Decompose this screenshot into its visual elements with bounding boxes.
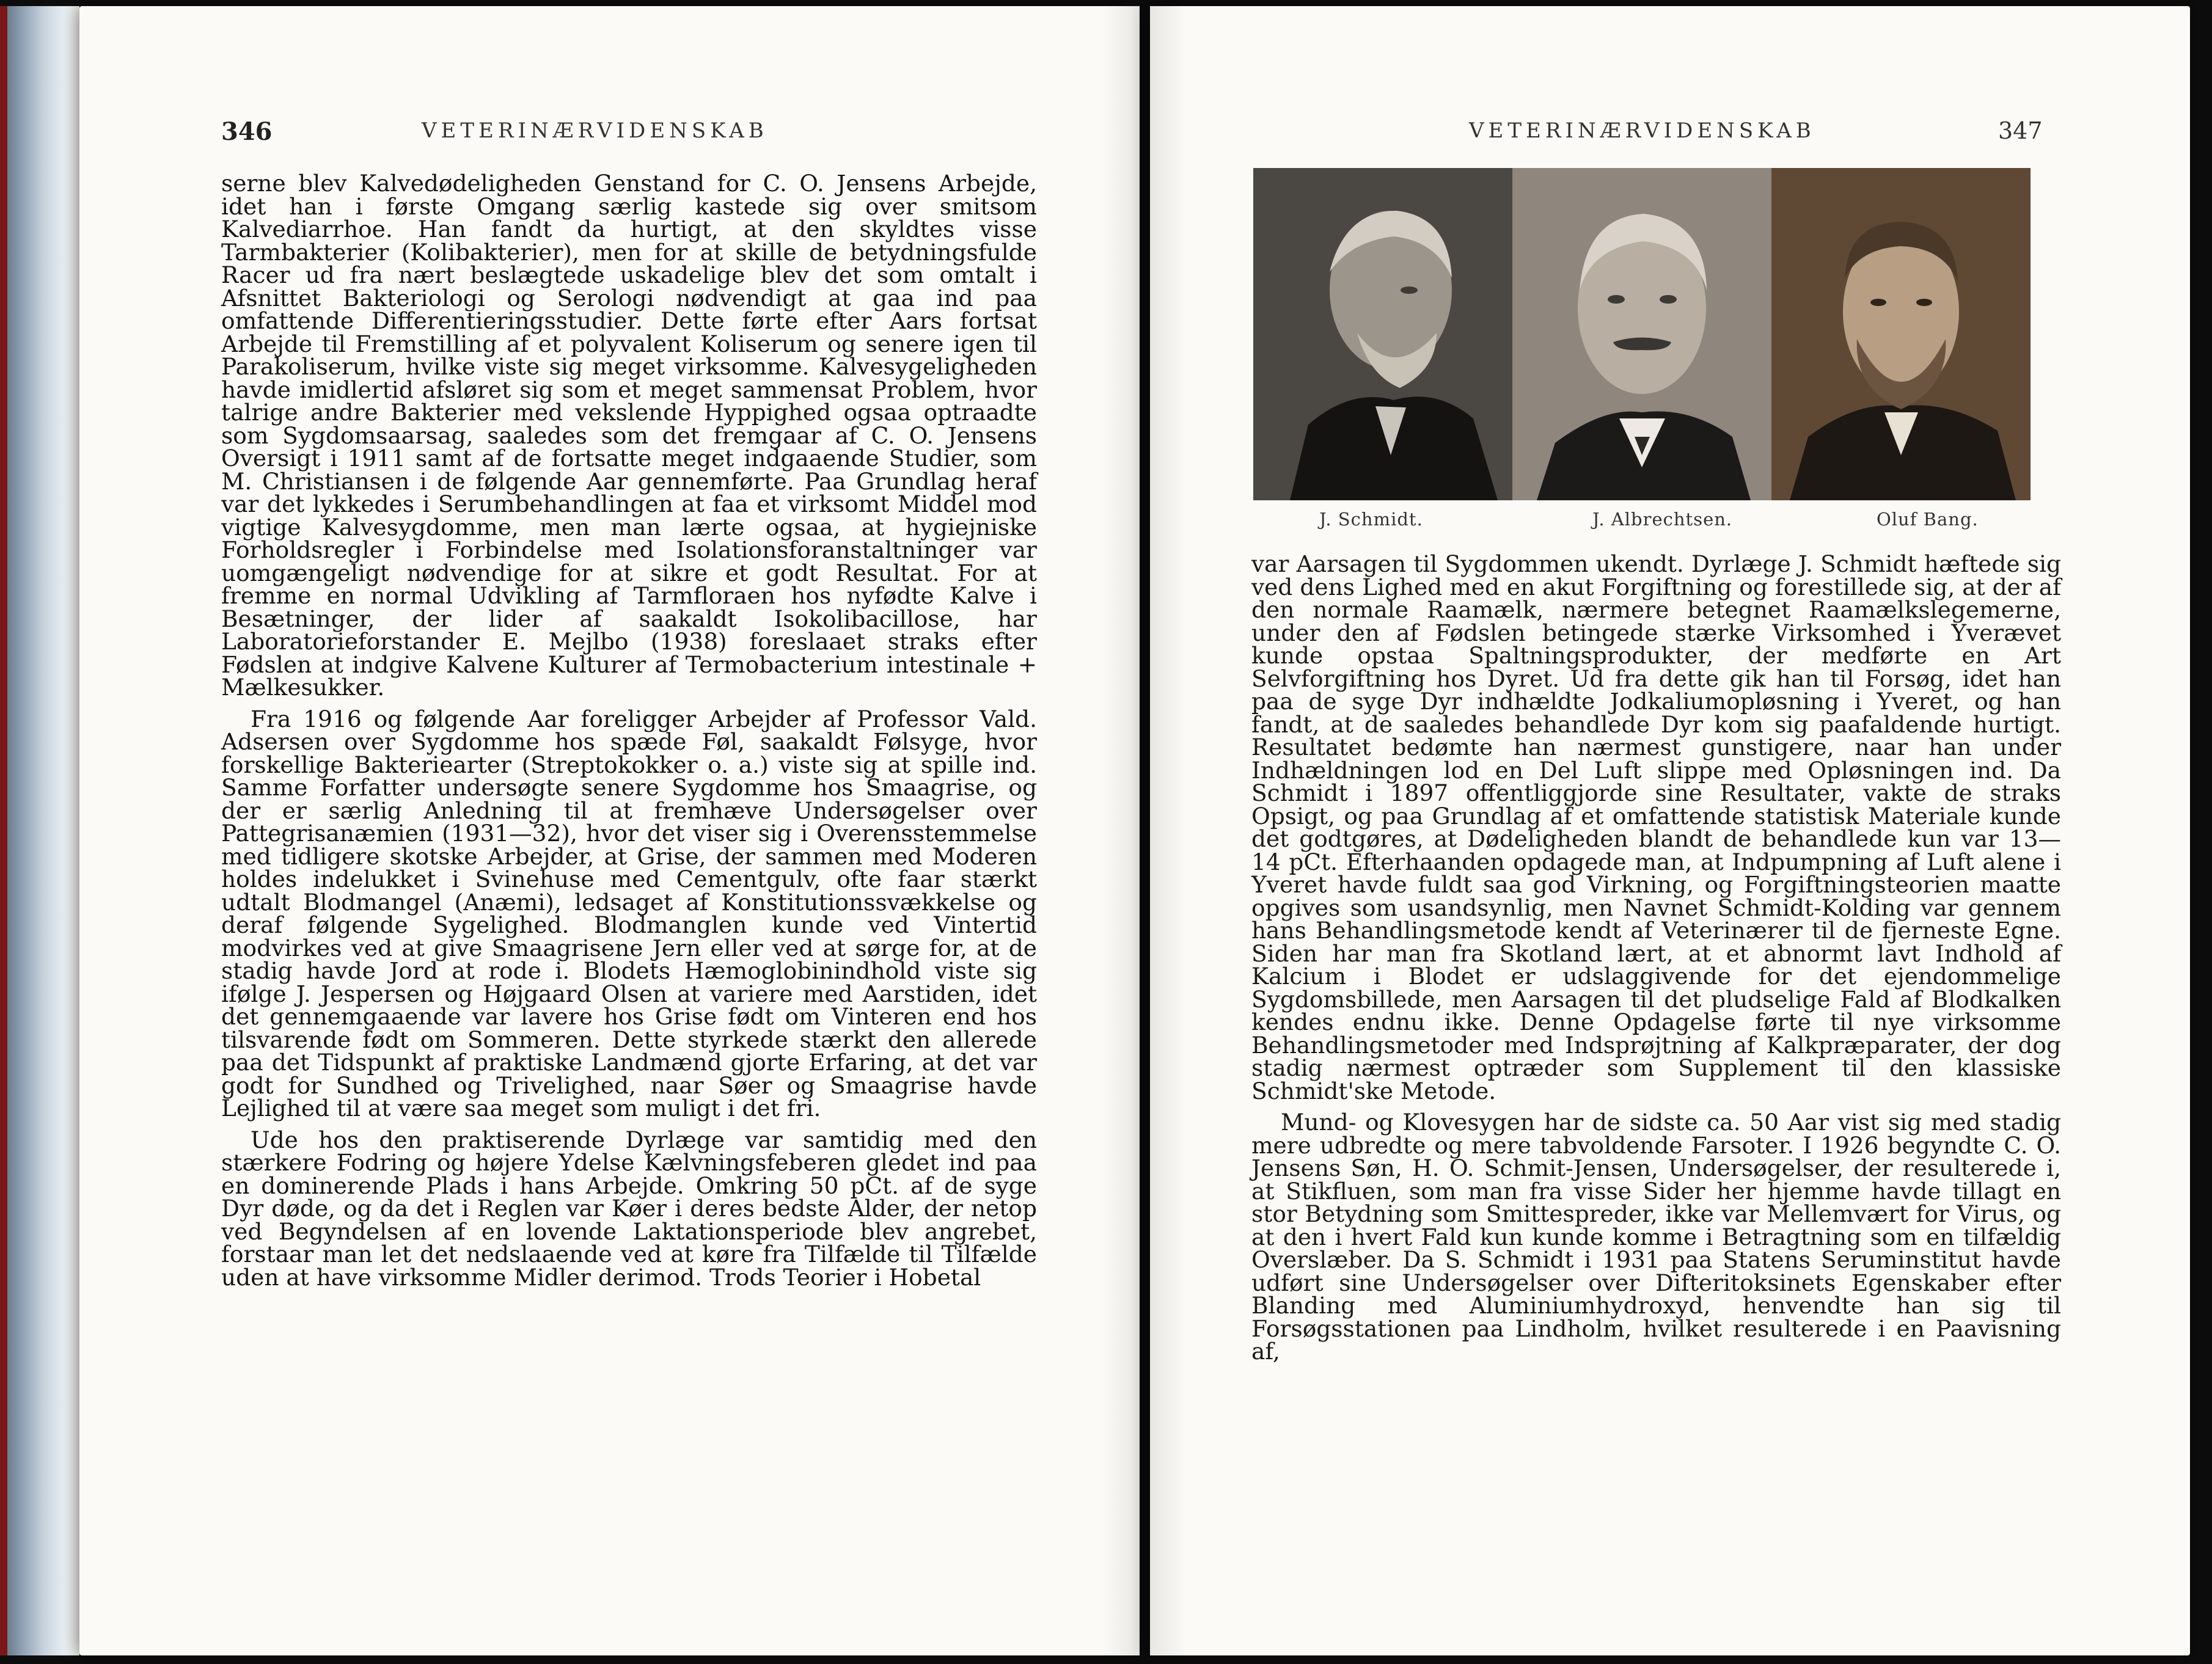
running-title: VETERINÆRVIDENSKAB bbox=[1469, 119, 1815, 143]
running-title: VETERINÆRVIDENSKAB bbox=[422, 119, 768, 143]
paragraph: serne blev Kalvedødeligheden Genstand for C. O. Jensens Arbejde, idet han i første Omgang særlig kastede sig over smitsom Kalvediarrhoe. Han fandt da hurtigt, at den skyldtes visse Tarmbakterier (Kolibakterier), men for at skille de betydningsfulde Racer ud fra nært beslægtede uskadelige blev det som omtalt i Afsnittet Bakteriologi og Serologi nødvendigt at gaa ind paa omfattende Differentieringsstudier. Dette førte efter Aars fortsat Arbejde til Fremstilling af et polyvalent Koliserum og senere igen til Parakoliserum, hvilke viste sig meget virksomme. Kalvesygeligheden havde imidlertid afsløret sig som et meget sammensat Problem, hvor talrige andre Bakterier med vekslende Hyppighed ogsaa optraadte som Sygdomsaarsag, saaledes som det fremgaar af C. O. Jensens Oversigt i 1911 samt af de fortsatte meget indgaaende Studier, som M. Christiansen i de følgende Aar gennemførte. Paa Grundlag heraf var det lykkedes i Serumbehandlingen at faa et virksomt Middel mod vigtige Kalvesygdomme, men man lærte ogsaa, at hygiejniske Forholdsregler i Forbindelse med Isolationsforanstaltninger var uomgængeligt nødvendige for at sikre et godt Resultat. For at fremme en normal Udvikling af Tarmfloraen hos nyfødte Kalve i Besætninger, der lider af saakaldt Isokolibacillose, har Laboratorieforstander E. Mejlbo (1938) foreslaaet straks efter Fødslen at indgive Kalvene Kulturer af Termobacterium intestinale + Mælkesukker. bbox=[221, 170, 1037, 701]
body-text bbox=[221, 172, 1037, 1297]
caption-schmidt: J. Schmidt. bbox=[1319, 509, 1423, 530]
page-number: 347 bbox=[1998, 117, 2043, 144]
left-page bbox=[79, 6, 1140, 1655]
paragraph: Mund- og Klovesygen har de sidste ca. 50 Aar vist sig med stadig mere udbredte og mere tabvoldende Farsoter. I 1926 begyndte C. O. Jensens Søn, H. O. Schmit-Jensen, Undersøgelser, der resulterede i, at Stikfluen, som man fra visse Sider her hjemme havde tillagt en stor Betydning som Smittespreder, ikke var Mellemvært for Virus, og at den i hvert Fald kun kunde komme i Betragtning som en tilfældig Overslæber. Da S. Schmidt i 1931 paa Statens Seruminstitut havde udført sine Undersøgelser over Difteritoksinets Egenskaber efter Blanding med Aluminiumhydroxyd, henvendte han sig til Forsøgsstationen paa Lindholm, hvilket resulterede i en Paavisning af, bbox=[1251, 1109, 2061, 1365]
paragraph: Fra 1916 og følgende Aar foreligger Arbejder af Professor Vald. Adsersen over Sygdomme hos spæde Føl, saakaldt Følsyge, hvor forskellige Bakteriearter (Streptokokker o. a.) viste sig at spille ind. Samme Forfatter undersøgte senere Sygdomme hos Smaagrise, og der er særlig Anledning til at fremhæve Undersøgelser over Pattegrisanæmien (1931—32), hvor det viser sig i Overensstemmelse med tidligere skotske Arbejder, at Grise, der sammen med Moderen holdes indelukket i Svinehuse med Cementgulv, ofte faar stærkt udtalt Blodmangel (Anæmi), ledsaget af Konstitutionssvækkelse og deraf følgende Sygelighed. Blodmanglen kunde ved Vintertid modvirkes ved at give Smaagrisene Jern eller ved at sørge for, at de stadig havde Jord at rode i. Blodets Hæmoglobinindhold viste sig ifølge J. Jespersen og Højgaard Olsen at variere med Aarstiden, idet det gennemgaaende var lavere hos Grise født om Vinteren end hos tilsvarende født om Sommeren. Dette styrkede stærkt den allerede paa det Tidspunkt af praktiske Landmænd gjorte Erfaring, at det var godt for Sundhed og Trivelighed, naar Søer og Smaagrise havde Lejlighed til at være saa meget som muligt i det fri. bbox=[221, 705, 1037, 1122]
page-edge-stack bbox=[0, 6, 79, 1655]
photo-captions bbox=[1253, 509, 2031, 533]
portrait-photo-albrechtsen bbox=[1512, 168, 1771, 500]
page-number: 346 bbox=[221, 117, 273, 146]
right-page bbox=[1150, 6, 2190, 1655]
portrait-photo-bang bbox=[1771, 168, 2031, 500]
portrait-photo-schmidt bbox=[1253, 168, 1512, 500]
paragraph: var Aarsagen til Sygdommen ukendt. Dyrlæge J. Schmidt hæftede sig ved dens Lighed med en akut Forgiftning og forestillede sig, at der af den normale Raamælk, nærmere betegnet Raamælkslegemerne, under den af Fødslen betingede stærke Virksomhed i Yverævet kunde opstaa Spaltningsprodukter, der medførte en Art Selvforgiftning hos Dyret. Ud fra dette gik han til Forsøg, idet han paa de syge Dyr indhældte Jodkaliumopløsning i Yveret, og han fandt, at de saaledes behandlede Dyr kom sig paafaldende hurtigt. Resultatet bedømte han nærmest gunstigere, naar han under Indhældningen lod en Del Luft slippe med Opløsningen ind. Da Schmidt i 1897 offentliggjorde sine Resultater, vakte de straks Opsigt, og paa Grundlag af et omfattende statistisk Materiale kunde det godtgøres, at Dødeligheden blandt de behandlede kun var 13—14 pCt. Efterhaanden opdagede man, at Indpumpning af Luft alene i Yveret havde fuldt saa god Virkning, og Forgiftningsteorien maatte opgives som usandsynlig, men Navnet Schmidt-Kolding var gennem hans Behandlingsmetode kendt af Veterinærer til de fjerneste Egne. Siden har man fra Skotland lært, at et abnormt lavt Indhold af Kalcium i Blodet er udslaggivende for det ejendommelige Sygdomsbillede, men Aarsagen til det pludselige Fald af Blodkalken kendes endnu ikke. Denne Opdagelse førte til nye virksomme Behandlingsmetoder med Indsprøjtning af Kalkpræparater, der dog stadig nærmest optræder som Supplement til den klassiske Schmidt'ske Metode. bbox=[1251, 550, 2061, 1104]
gutter-shadow bbox=[1103, 6, 1140, 1655]
gutter-shadow bbox=[1150, 6, 1187, 1655]
paragraph: Ude hos den praktiserende Dyrlæge var samtidig med den stærkere Fodring og højere Ydelse Kælvningsfeberen gledet ind paa en dominerende Plads i hans Arbejde. Omkring 50 pCt. af de syge Dyr døde, og da det i Reglen var Køer i deres bedste Alder, der netop ved Begyndelsen af en lovende Laktationsperiode blev angrebet, forstaar man let det nedslaaende ved at køre fra Tilfælde til Tilfælde uden at have virksomme Midler derimod. Trods Teorier i Hobetal bbox=[221, 1126, 1037, 1291]
caption-albrechtsen: J. Albrechtsen. bbox=[1592, 509, 1733, 530]
body-text bbox=[1251, 550, 2061, 1372]
caption-bang: Oluf Bang. bbox=[1877, 509, 1979, 530]
portrait-photographs bbox=[1253, 168, 2031, 500]
